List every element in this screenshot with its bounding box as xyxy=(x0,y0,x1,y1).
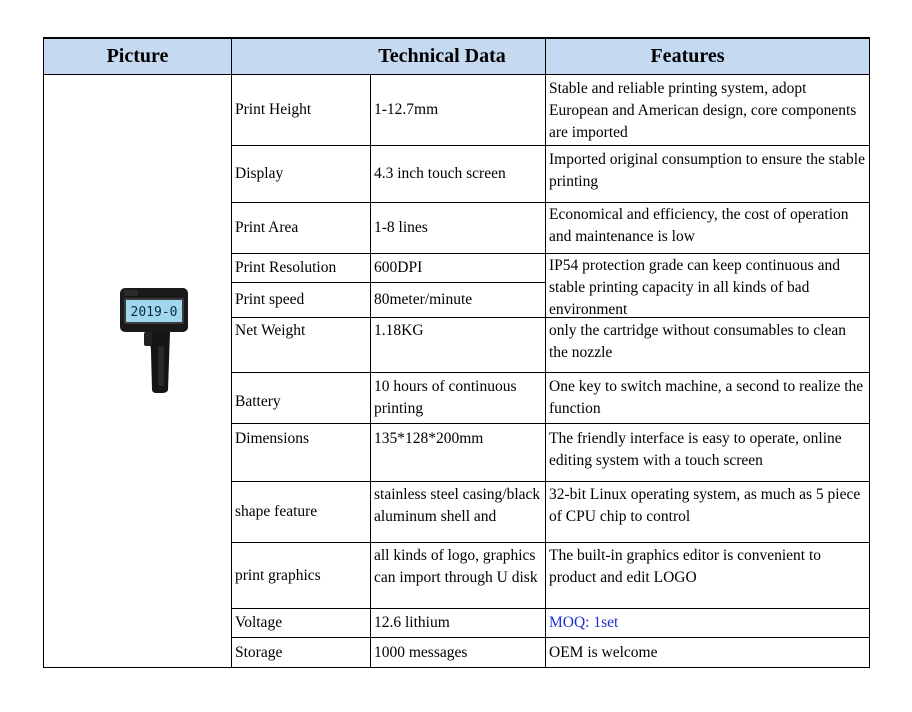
row-label: Net Weight xyxy=(235,322,306,339)
row-label: Print Resolution xyxy=(235,259,337,276)
feature-text: The built-in graphics editor is convenient to product and edit LOGO xyxy=(549,547,822,586)
header-technical-data: Technical Data xyxy=(378,44,506,67)
row-label: Print Area xyxy=(235,219,299,236)
row-label: Battery xyxy=(235,393,281,410)
feature-text: only the cartridge without consumables to clean the nozzle xyxy=(549,322,846,361)
row-label: Print speed xyxy=(235,291,305,308)
feature-text: 32-bit Linux operating system, as much as 5 piece of CPU chip to control xyxy=(549,486,861,525)
feature-text: OEM is welcome xyxy=(549,643,658,661)
feature-text: The friendly interface is easy to operate, online editing system with a touch screen xyxy=(549,430,842,469)
row-value: 1.18KG xyxy=(374,322,424,339)
row-value: 12.6 lithium xyxy=(374,614,450,631)
moq-text: MOQ: 1set xyxy=(549,614,619,631)
row-label: Dimensions xyxy=(235,430,310,447)
feature-text: IP54 protection grade can keep continuous and stable printing capacity in all kinds of bad environment xyxy=(549,257,840,317)
device-screen-text: 2019-0 xyxy=(130,305,178,320)
feature-text: Imported original consumption to ensure the stable printing xyxy=(549,151,865,190)
row-value: 80meter/minute xyxy=(374,291,473,308)
row-label: Print Height xyxy=(235,101,312,118)
row-label: Display xyxy=(235,165,284,182)
row-label: Storage xyxy=(235,643,283,661)
row-value: 1-8 lines xyxy=(374,219,428,236)
header-picture: Picture xyxy=(106,44,169,67)
row-value: 1-12.7mm xyxy=(374,101,439,118)
row-value: 1000 messages xyxy=(374,643,468,661)
row-value: stainless steel casing/black aluminum shell and xyxy=(374,486,541,525)
row-value: 10 hours of continuous printing xyxy=(374,378,517,417)
handheld-printer-image xyxy=(118,286,190,394)
header-features: Features xyxy=(650,44,725,67)
row-value: 135*128*200mm xyxy=(374,430,484,447)
row-label: print graphics xyxy=(235,566,321,584)
feature-text: Economical and efficiency, the cost of operation and maintenance is low xyxy=(549,206,849,245)
row-value: all kinds of logo, graphics can import through U disk xyxy=(374,547,538,586)
feature-text: Stable and reliable printing system, adopt European and American design, core components are imported xyxy=(549,80,857,141)
feature-text: One key to switch machine, a second to realize the function xyxy=(549,378,864,417)
row-label: shape feature xyxy=(235,503,318,520)
row-value: 4.3 inch touch screen xyxy=(374,165,506,182)
row-value: 600DPI xyxy=(374,259,423,276)
row-label: Voltage xyxy=(235,614,283,631)
